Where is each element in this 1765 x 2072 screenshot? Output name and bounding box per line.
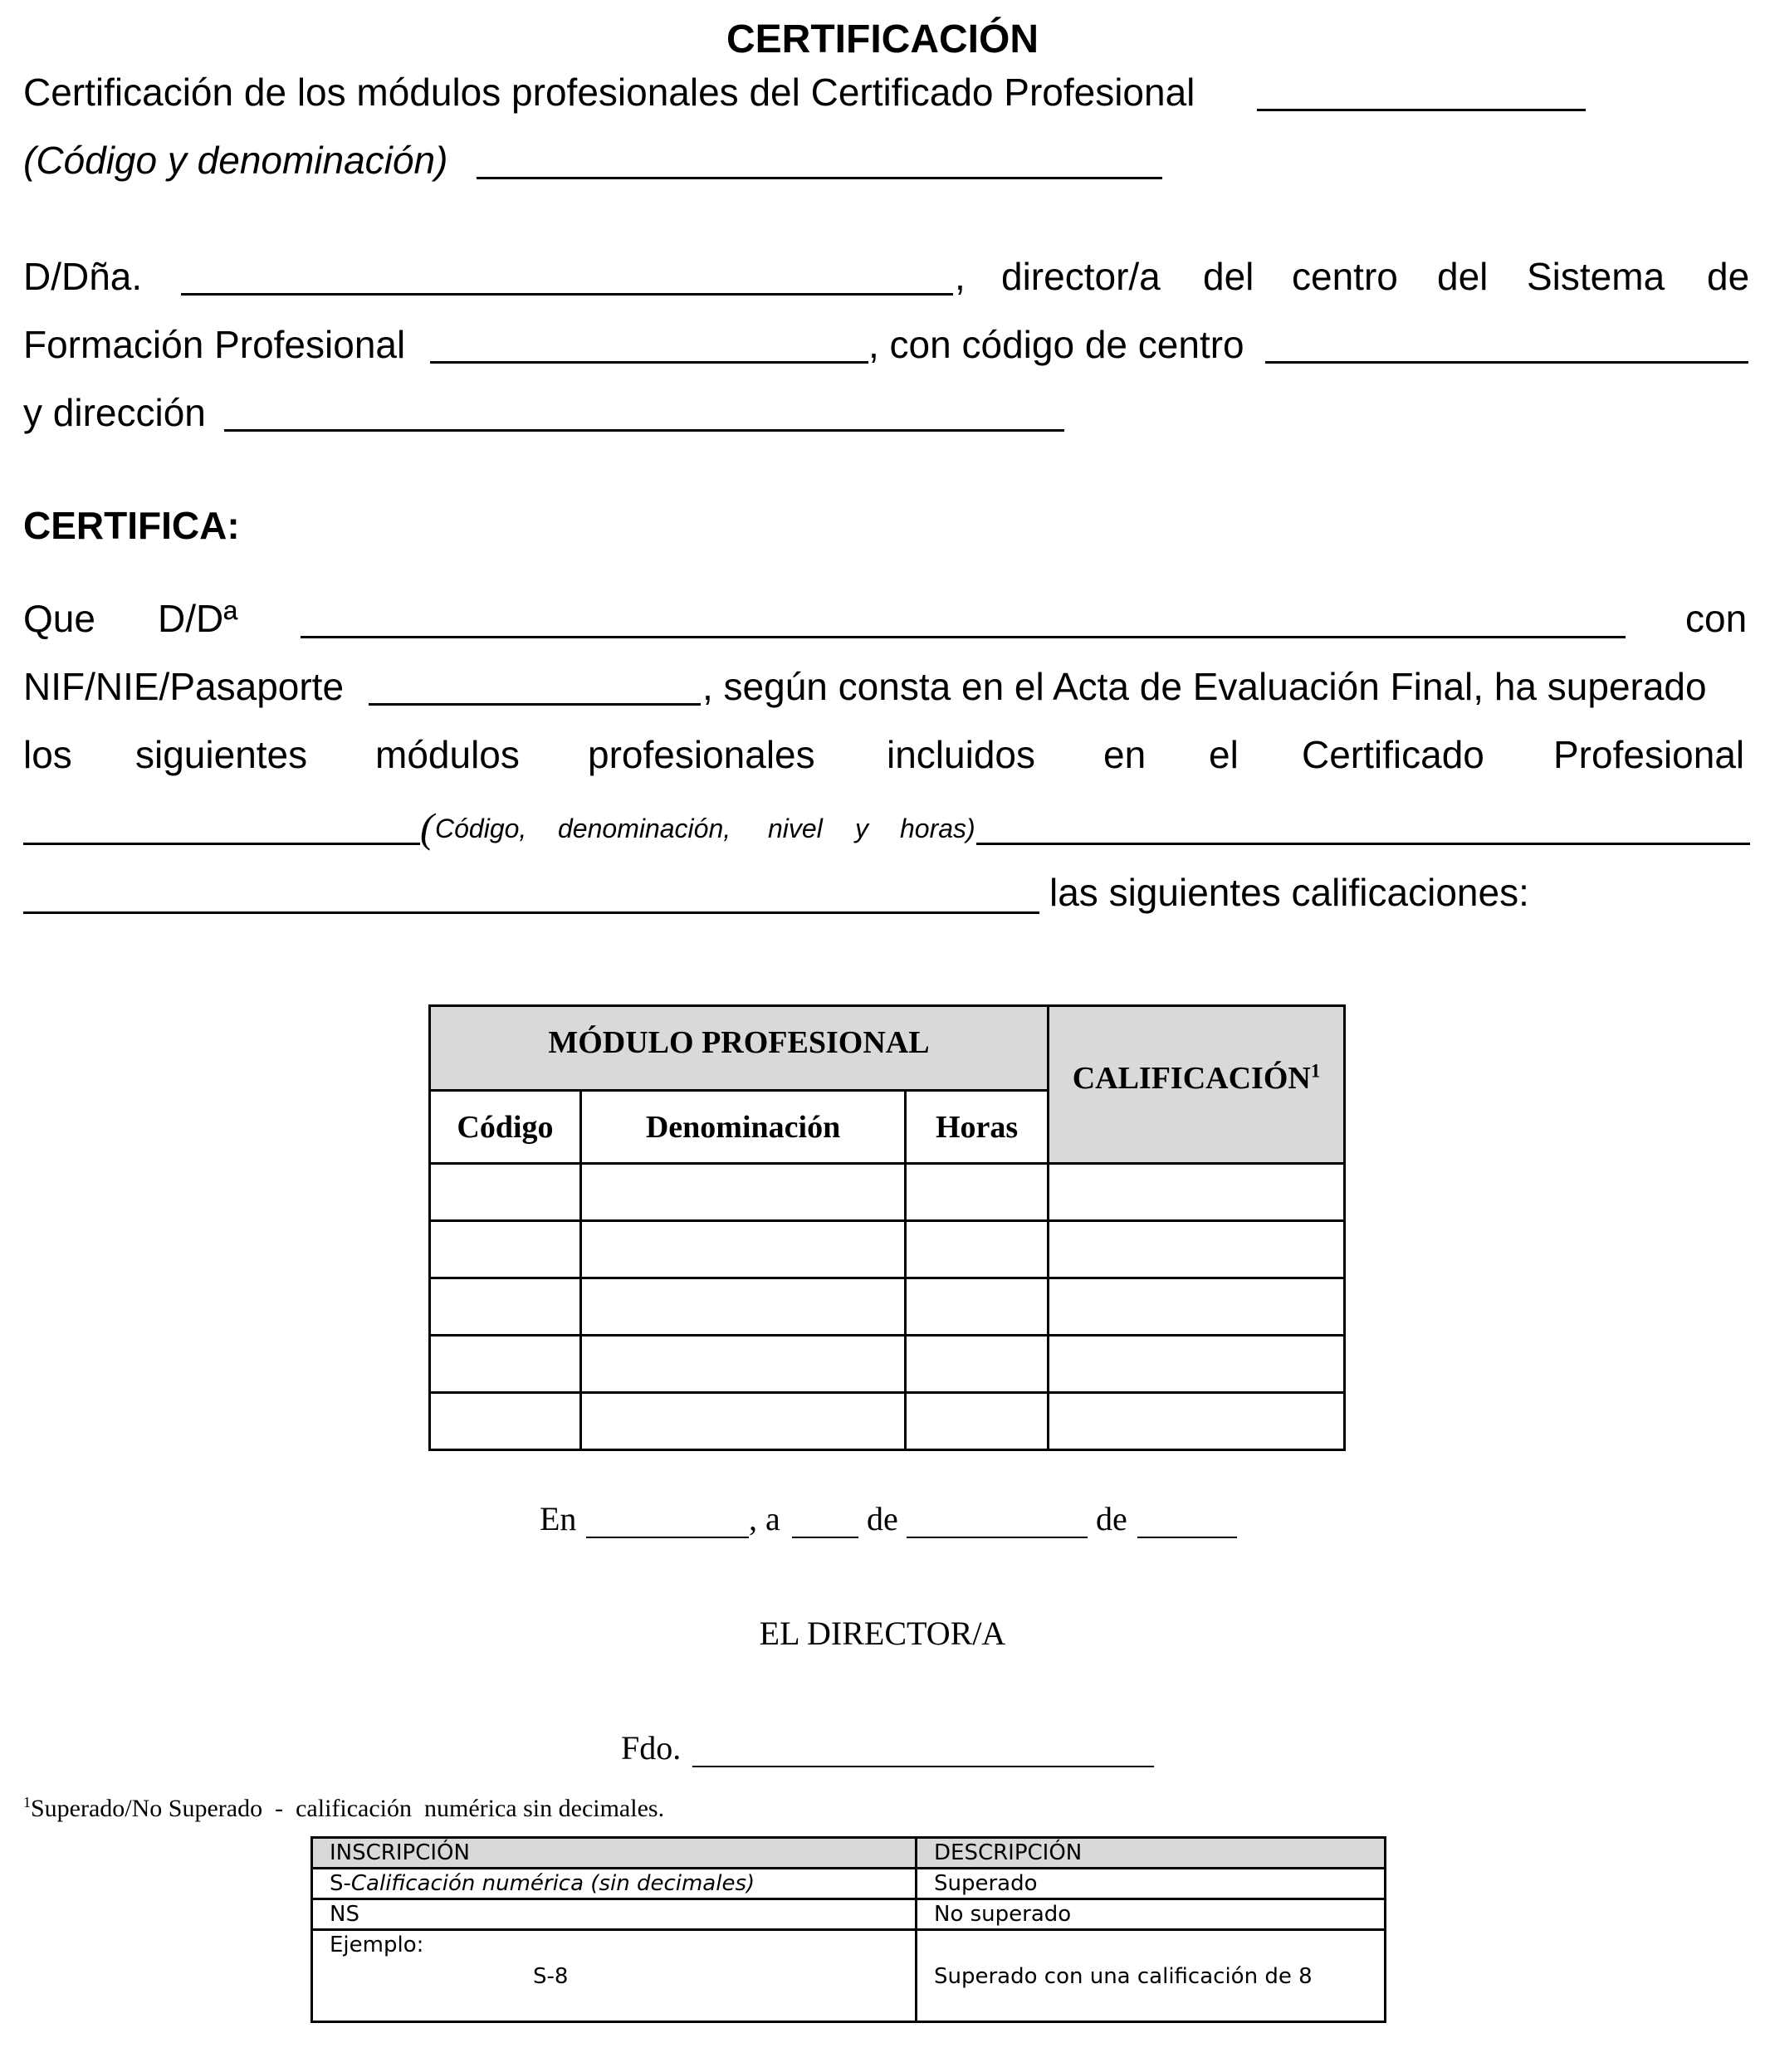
dd-label: D/Dª [158, 597, 238, 640]
blank-month-field[interactable] [907, 1537, 1088, 1538]
cell-denominacion[interactable] [580, 1393, 905, 1450]
certifica-heading: CERTIFICA: [23, 504, 240, 547]
column-header-codigo: Código [430, 1091, 581, 1164]
justified-word-4: profesionales [588, 733, 815, 776]
legend-code-prefix: S- [330, 1871, 351, 1896]
cell-horas[interactable] [906, 1221, 1049, 1278]
legend-example-code: S-8 [533, 1964, 569, 1989]
cell-horas[interactable] [906, 1164, 1049, 1221]
footnote [23, 1795, 664, 1823]
blank-code-denomination-field[interactable] [477, 177, 1162, 179]
module-group-header: MÓDULO PROFESIONAL [430, 1006, 1049, 1091]
blank-signature-field[interactable] [692, 1766, 1154, 1767]
cell-codigo[interactable] [430, 1221, 581, 1278]
cell-denominacion[interactable] [580, 1278, 905, 1336]
column-header-horas: Horas [906, 1091, 1049, 1164]
footnote-text: Superado/No Superado - calificación numérica sin decimales. [31, 1795, 665, 1822]
legend-row [312, 1899, 1386, 1930]
intro-line-1: Certificación de los módulos profesionales del Certificado Profesional [23, 71, 1195, 114]
blank-center-code-field[interactable] [1265, 361, 1748, 364]
justified-word-3: módulos [375, 733, 520, 776]
cell-denominacion[interactable] [580, 1336, 905, 1393]
blank-certificate-continuation-field[interactable] [23, 911, 1039, 914]
blank-certificate-code-field-start[interactable] [23, 843, 420, 845]
legend-example-row [312, 1930, 1386, 2022]
blank-place-field[interactable] [586, 1537, 749, 1538]
acta-text: , según consta en el Acta de Evaluación Final, ha superado [702, 665, 1707, 708]
blank-center-name-field[interactable] [430, 361, 868, 364]
cell-denominacion[interactable] [580, 1164, 905, 1221]
legend-code [312, 1869, 917, 1899]
cell-horas[interactable] [906, 1336, 1049, 1393]
cell-horas[interactable] [906, 1393, 1049, 1450]
legend-example-cell [312, 1930, 917, 2022]
blank-director-name-field[interactable] [181, 293, 953, 296]
justified-word-8: Certificado [1302, 733, 1484, 776]
hint-word-3: nivel [768, 814, 823, 843]
justified-word-6: en [1103, 733, 1147, 776]
legend-table [310, 1836, 1386, 2023]
formacion-profesional-label: Formación Profesional [23, 323, 406, 366]
table-row [430, 1221, 1345, 1278]
nif-label: NIF/NIE/Pasaporte [23, 665, 345, 708]
legend-header-inscripcion: INSCRIPCIÓN [312, 1838, 917, 1869]
blank-student-name-field[interactable] [301, 636, 1626, 638]
legend-code-prefix: NS [330, 1902, 359, 1927]
cell-horas[interactable] [906, 1278, 1049, 1336]
table-row [430, 1393, 1345, 1450]
blank-address-field[interactable] [224, 429, 1064, 432]
director-word-2: del [1203, 255, 1254, 298]
cell-denominacion[interactable] [580, 1221, 905, 1278]
document-title: CERTIFICACIÓN [726, 17, 1039, 61]
hint-word-1: Código, [435, 814, 527, 843]
justified-word-5: incluidos [887, 733, 1035, 776]
legend-example-description [917, 1930, 1386, 2022]
date-de-label-1: de [867, 1500, 898, 1537]
intro-line-2: (Código y denominación) [23, 139, 448, 182]
director-word-4: del [1437, 255, 1489, 298]
date-de-label-2: de [1096, 1500, 1127, 1537]
director-role-label: EL DIRECTOR/A [759, 1615, 1006, 1652]
address-label: y dirección [23, 391, 206, 434]
cell-calificacion[interactable] [1048, 1393, 1344, 1450]
cell-codigo[interactable] [430, 1278, 581, 1336]
justified-word-7: el [1209, 733, 1239, 776]
justified-word-2: siguientes [135, 733, 308, 776]
justified-word-9: Profesional [1553, 733, 1745, 776]
date-a-label: , a [749, 1500, 780, 1537]
grade-header-label: CALIFICACIÓN [1072, 1060, 1311, 1096]
legend-row [312, 1869, 1386, 1899]
con-label: con [1685, 597, 1748, 640]
cell-codigo[interactable] [430, 1393, 581, 1450]
table-row [430, 1278, 1345, 1336]
director-word-6: de [1707, 255, 1750, 298]
open-paren: ( [420, 804, 434, 851]
cell-calificacion[interactable] [1048, 1164, 1344, 1221]
blank-certificate-code-field-end[interactable] [976, 843, 1750, 845]
hint-word-2: denominación, [558, 814, 731, 843]
legend-description: No superado [917, 1899, 1386, 1930]
grade-footnote-mark: 1 [1310, 1059, 1321, 1081]
comma-mark: , [955, 255, 966, 298]
table-row [430, 1164, 1345, 1221]
table-row [430, 1336, 1345, 1393]
center-code-label: , con código de centro [868, 323, 1244, 366]
cell-calificacion[interactable] [1048, 1278, 1344, 1336]
legend-code-italic: Calificación numérica (sin decimales) [350, 1871, 755, 1896]
grade-header [1048, 1006, 1344, 1164]
que-label: Que [23, 597, 95, 640]
footnote-mark: 1 [23, 1794, 31, 1811]
blank-certificate-field[interactable] [1257, 109, 1586, 111]
cell-codigo[interactable] [430, 1336, 581, 1393]
legend-example-label: Ejemplo: [330, 1933, 424, 1957]
grades-table [428, 1004, 1346, 1451]
cell-codigo[interactable] [430, 1164, 581, 1221]
blank-year-field[interactable] [1137, 1537, 1237, 1538]
legend-description: Superado [917, 1869, 1386, 1899]
blank-nif-field[interactable] [369, 703, 701, 706]
director-word-1: director/a [1001, 255, 1161, 298]
justified-word-1: los [23, 733, 72, 776]
legend-code [312, 1899, 917, 1930]
column-header-denominacion: Denominación [580, 1091, 905, 1164]
dna-label: D/Dña. [23, 255, 143, 298]
director-word-5: Sistema [1527, 255, 1665, 298]
cell-calificacion[interactable] [1048, 1336, 1344, 1393]
director-word-3: centro [1292, 255, 1398, 298]
calificaciones-text: las siguientes calificaciones: [1049, 871, 1529, 914]
legend-example-description-text: Superado con una calificación de 8 [934, 1964, 1313, 1989]
hint-word-5: horas) [900, 814, 975, 843]
legend-header-descripcion: DESCRIPCIÓN [917, 1838, 1386, 1869]
date-en-label: En [540, 1500, 577, 1537]
hint-word-4: y [855, 814, 868, 843]
fdo-label: Fdo. [621, 1729, 682, 1767]
blank-day-field[interactable] [792, 1537, 858, 1538]
cell-calificacion[interactable] [1048, 1221, 1344, 1278]
